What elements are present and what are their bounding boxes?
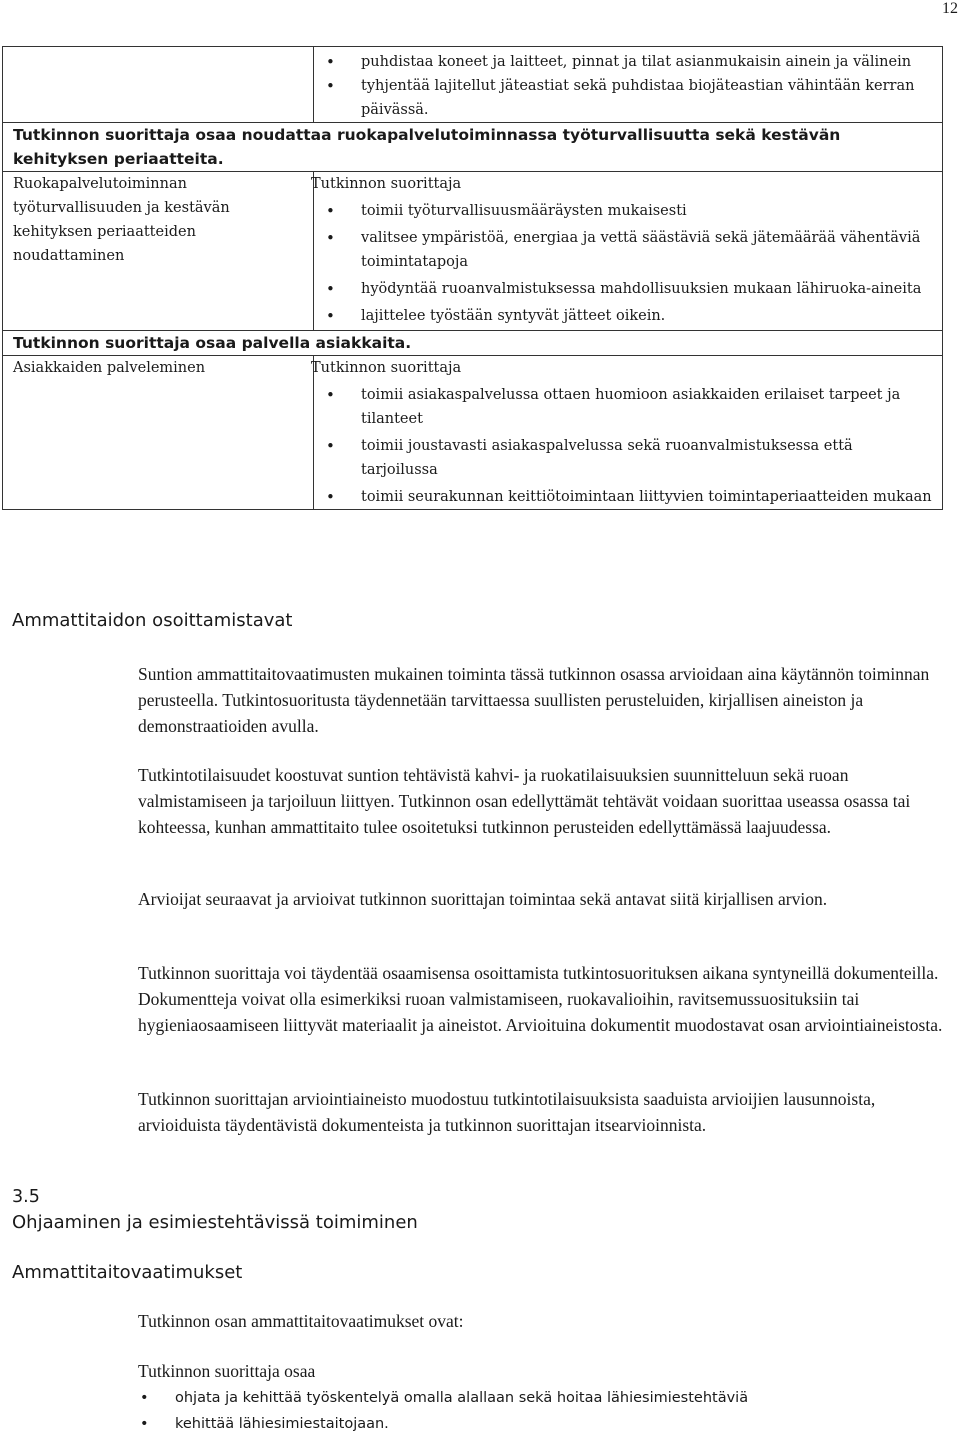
- list-item: • tyhjentää lajitellut jäteastiat sekä puhdistaa biojäteastian vähintään kerran päivässä.: [324, 74, 932, 122]
- criteria-intro: Tutkinnon suorittaja: [311, 360, 462, 376]
- paragraph: Arvioijat seuraavat ja arvioivat tutkinnon suorittajan toimintaa sekä antavat siitä kirjallisen arvion.: [138, 889, 828, 909]
- list-item: • hyödyntää ruoanvalmistuksessa mahdollisuuksien mukaan lähiruoka-aineita: [324, 277, 932, 301]
- list-item: • valitsee ympäristöä, energiaa ja vettä säästäviä sekä jätemäärää vähentäviä toimintatapoja: [324, 226, 932, 274]
- empty-cell: [3, 47, 314, 123]
- cleaning-bullet-list: [324, 50, 932, 122]
- criteria-cell: [311, 172, 943, 331]
- requirements-lead: Tutkinnon suorittaja osaa: [138, 1361, 316, 1381]
- criteria-bullet-list: [324, 383, 932, 509]
- list-item: • kehittää lähiesimiestaitojaan.: [138, 1411, 938, 1437]
- demonstration-heading: Ammattitaidon osoittamistavat: [12, 610, 293, 631]
- paragraph: Tutkinnon suorittajan arviointiaineisto muodostuu tutkintotilaisuuksista saaduista arvioijien lausunnoista, arvioiduista täydentävistä dokumenteista ja tutkinnon suorittajan itsearvioinnista.: [138, 1089, 876, 1135]
- paragraph: Tutkinnon suorittaja voi täydentää osaamisensa osoittamista tutkintosuorituksen aikana syntyneillä dokumenteilla. Dokumentteja voivat olla esimerkiksi ruoan valmistamiseen, ruokavalioihin, ravitsemussuosituksiin tai hygieniaosaamiseen liittyvät materiaalit ja aineistot. Arvioituina dokumentit muodostavat osan arviointiaineistosta.: [138, 963, 943, 1035]
- requirements-bullet-list: [138, 1385, 938, 1437]
- list-item: • toimii seurakunnan keittiötoimintaan liittyvien toimintaperiaatteiden mukaan: [324, 485, 932, 509]
- section-heading: Tutkinnon suorittaja osaa noudattaa ruokapalvelutoiminnassa työturvallisuutta sekä kestävän kehityksen periaatteita.: [3, 123, 943, 172]
- criteria-label: Ruokapalvelutoiminnan työturvallisuuden ja kestävän kehityksen periaatteiden noudattaminen: [3, 172, 314, 331]
- list-item: • toimii asiakaspalvelussa ottaen huomioon asiakkaiden erilaiset tarpeet ja tilanteet: [324, 383, 932, 431]
- list-item: • lajittelee työstään syntyvät jätteet oikein.: [324, 304, 932, 328]
- paragraph: Suntion ammattitaitovaatimusten mukainen toiminta tässä tutkinnon osassa arvioidaan aina käytännön toiminnan perusteella. Tutkintosuoritusta täydennetään tarvittaessa suullisten perusteluiden, kirjallisen aineiston ja demonstraatioiden avulla.: [138, 664, 930, 736]
- requirements-intro: Tutkinnon osan ammattitaitovaatimukset ovat:: [138, 1311, 464, 1331]
- criteria-bullet-list: [324, 199, 932, 328]
- criteria-cell: [311, 356, 943, 510]
- page-number: 12: [942, 0, 958, 17]
- section-title: Ohjaaminen ja esimiestehtävissä toimiminen: [12, 1212, 418, 1233]
- list-item: • puhdistaa koneet ja laitteet, pinnat ja tilat asianmukaisin ainein ja välinein: [324, 50, 932, 74]
- cleaning-criteria-cell: [314, 47, 943, 123]
- criteria-label: Asiakkaiden palveleminen: [3, 356, 314, 510]
- criteria-table: [2, 46, 943, 510]
- section-heading: Tutkinnon suorittaja osaa palvella asiakkaita.: [3, 331, 943, 356]
- paragraph: Tutkintotilaisuudet koostuvat suntion tehtävistä kahvi- ja ruokatilaisuuksien suunnitteluun sekä ruoan valmistamiseen ja tarjoiluun liittyen. Tutkinnon osan edellyttämät tehtävät voidaan suorittaa useassa osassa tai kohteessa, kunhan ammattitaito tulee osoitetuksi tutkinnon perusteiden edellyttämässä laajuudessa.: [138, 765, 911, 837]
- table-row: [3, 331, 943, 356]
- list-item: • ohjata ja kehittää työskentelyä omalla alallaan sekä hoitaa lähiesimiestehtäviä: [138, 1385, 938, 1411]
- criteria-intro: Tutkinnon suorittaja: [311, 176, 462, 192]
- list-item: • toimii joustavasti asiakaspalvelussa sekä ruoanvalmistuksessa että tarjoilussa: [324, 434, 932, 482]
- table-row: [3, 356, 943, 510]
- section-number: 3.5: [12, 1187, 40, 1207]
- table-row: [3, 123, 943, 172]
- requirements-heading: Ammattitaitovaatimukset: [12, 1262, 243, 1283]
- table-row: [3, 172, 943, 331]
- table-row: [3, 47, 943, 123]
- list-item: • toimii työturvallisuusmääräysten mukaisesti: [324, 199, 932, 223]
